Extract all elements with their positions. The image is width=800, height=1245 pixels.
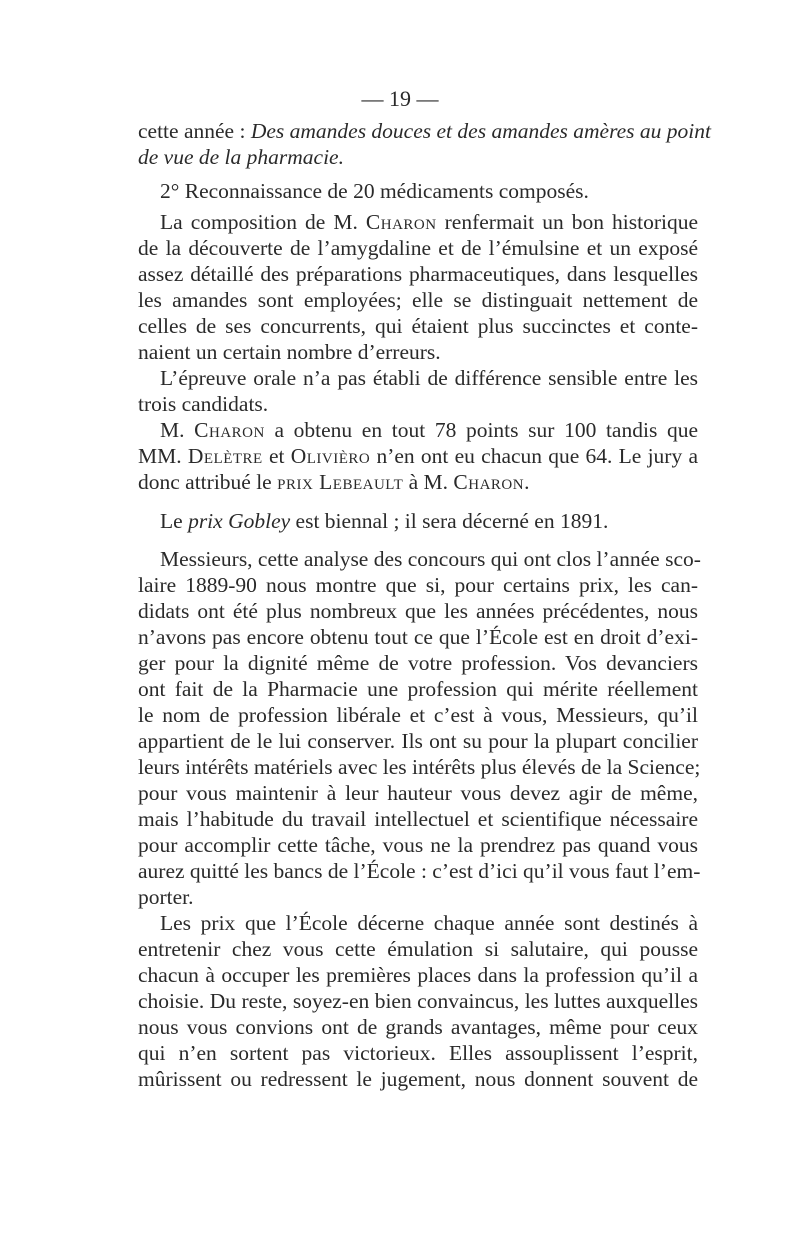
text-line: celles de ses concurrents, qui étaient plus succinctes et conte- — [138, 314, 698, 338]
text-line: aurez quitté les bancs de l’École : c’est d’ici qu’il vous faut l’em- — [138, 859, 701, 883]
text-line: pour vous maintenir à leur hauteur vous devez agir de même, — [138, 781, 698, 805]
text-line: mais l’habitude du travail intellectuel et scientifique nécessaire — [138, 807, 698, 831]
text-line: qui n’en sortent pas victorieux. Elles assouplissent l’esprit, — [138, 1041, 698, 1065]
text-line — [160, 508, 720, 534]
name-smallcaps: Charon — [453, 470, 525, 494]
text-line: pour accomplir cette tâche, vous ne la prendrez pas quand vous — [138, 833, 698, 857]
italic-title: Des amandes douces et des amandes amères au point — [250, 119, 711, 143]
text-line: choisie. Du reste, soyez-en bien convaincus, les luttes auxquelles — [138, 989, 698, 1013]
text-line — [160, 417, 698, 443]
name-smallcaps: Olivièro — [290, 444, 371, 468]
text-line — [138, 443, 698, 469]
text-line: ger pour la dignité même de votre profession. Vos devanciers — [138, 651, 698, 675]
text-line — [138, 469, 698, 495]
text-run: MM. — [138, 444, 188, 468]
text-line: trois candidats. — [138, 392, 269, 416]
italic-title: de vue de la pharmacie. — [138, 145, 344, 169]
text-line: entretenir chez vous cette émulation si salutaire, qui pousse — [138, 937, 698, 961]
text-line: le nom de profession libérale et c’est à vous, Messieurs, qu’il — [138, 703, 698, 727]
name-smallcaps: Charon — [365, 210, 437, 234]
text-line: n’avons pas encore obtenu tout ce que l’École est en droit d’exi- — [138, 625, 698, 649]
text-run: La composition de M. — [160, 210, 366, 234]
text-run: n’en ont eu chacun que 64. Le jury a — [370, 444, 698, 468]
text-line: les amandes sont employées; elle se distinguait nettement de — [138, 288, 698, 312]
text-line: porter. — [138, 885, 194, 909]
page-number: — 19 — — [361, 86, 439, 111]
text-line: naient un certain nombre d’erreurs. — [138, 340, 441, 364]
text-run: et — [262, 444, 291, 468]
text-run: donc attribué le — [138, 470, 278, 494]
text-line: ont fait de la Pharmacie une profession qui mérite réellement — [138, 677, 698, 701]
text-line: L’épreuve orale n’a pas établi de différence sensible entre les — [160, 366, 698, 390]
text-run: est biennal ; il sera décerné en 1891. — [290, 509, 609, 533]
text-run: M. — [160, 418, 195, 442]
text-line: leurs intérêts matériels avec les intérêts plus élevés de la Science; — [138, 755, 701, 779]
text-run: renfermait un bon historique — [436, 210, 698, 234]
text-line: appartient de le lui conserver. Ils ont su pour la plupart concilier — [138, 729, 698, 753]
text-run: . — [524, 470, 530, 494]
text-line: nous vous convions ont de grands avantages, même pour ceux — [138, 1015, 698, 1039]
paragraph-line: 2° Reconnaissance de 20 médicaments composés. — [160, 179, 589, 203]
italic-prize: prix Gobley — [188, 509, 291, 533]
text-line: Les prix que l’École décerne chaque année sont destinés à — [160, 911, 698, 935]
text-line: laire 1889-90 nous montre que si, pour certains prix, les can- — [138, 573, 698, 597]
text-line: de la découverte de l’amygdaline et de l’émulsine et un exposé — [138, 236, 698, 260]
text-run: a obtenu en tout 78 points sur 100 tandis que — [264, 418, 698, 442]
text-run: à M. — [403, 470, 454, 494]
text-line: didats ont été plus nombreux que les années précédentes, nous — [138, 599, 698, 623]
text-line: Messieurs, cette analyse des concours qui ont clos l’année sco- — [160, 547, 701, 571]
text-line: mûrissent ou redressent le jugement, nous donnent souvent de — [138, 1067, 698, 1091]
text-line — [138, 144, 698, 170]
name-smallcaps: Charon — [194, 418, 265, 442]
text-run: Le — [160, 509, 189, 533]
prize-smallcaps: prix Lebeault — [277, 470, 404, 494]
text-line: chacun à occuper les premières places dans la profession qu’il a — [138, 963, 698, 987]
name-smallcaps: Delètre — [187, 444, 263, 468]
text-line — [160, 209, 698, 235]
text-line — [138, 118, 711, 144]
text-run: cette année : — [138, 119, 251, 143]
text-line: assez détaillé des préparations pharmaceutiques, dans lesquelles — [138, 262, 698, 286]
